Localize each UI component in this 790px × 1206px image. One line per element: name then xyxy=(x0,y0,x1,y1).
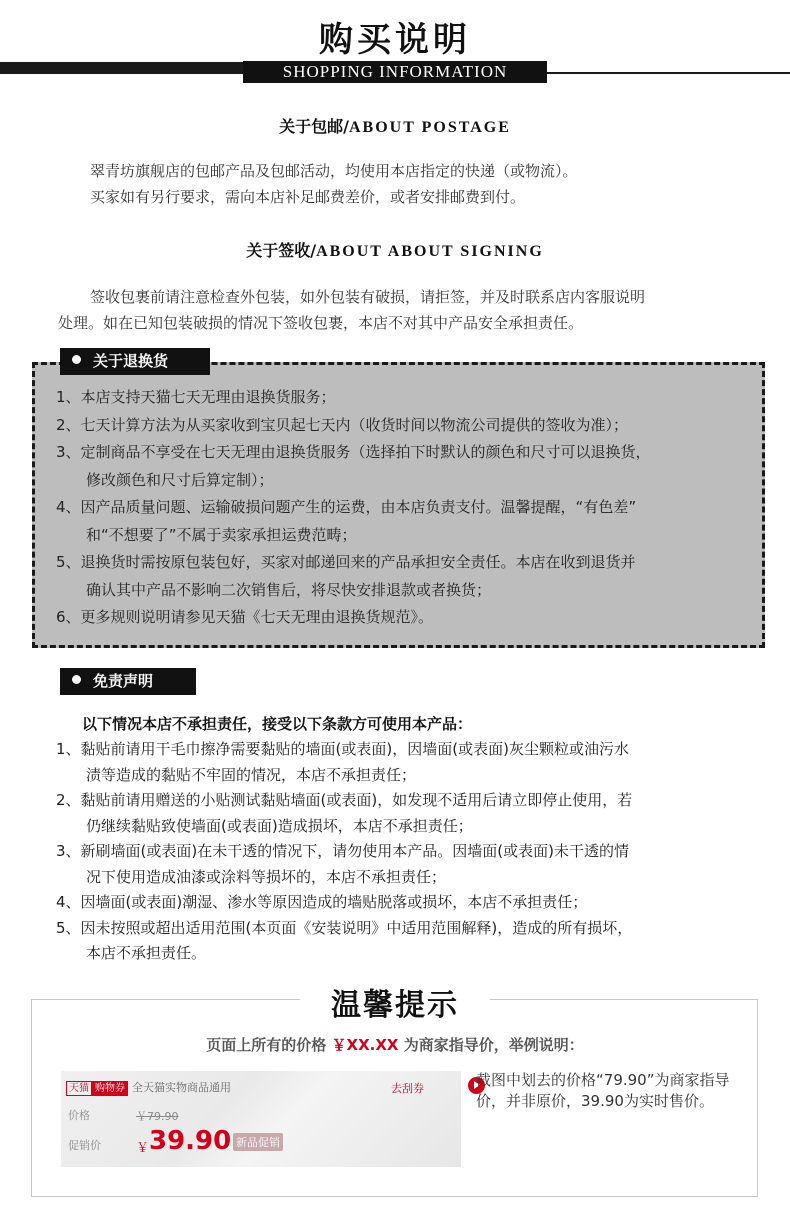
tmall-badge: 天猫 xyxy=(66,1081,92,1096)
postage-text xyxy=(58,158,758,210)
tips-price-line: 页面上所有的价格 ￥XX.XX 为商家指导价，举例说明： xyxy=(206,1036,584,1054)
list-item: 1、黏贴前请用干毛巾擦净需要黏贴的墙面(或表面)，因墙面(或表面)灰尘颗粒或油污水 渍等造成的黏贴不牢固的情况，本店不承担责任； xyxy=(56,740,629,784)
disclaimer-intro: 以下情况本店不承担责任，接受以下条款方可使用本产品： xyxy=(82,715,473,733)
postage-heading-en: ABOUT POSTAGE xyxy=(348,119,511,136)
promo-price-label: 促销价 xyxy=(68,1139,101,1152)
list-item: 6、更多规则说明请参见天猫《七天无理由退换货规范》。 xyxy=(56,608,434,626)
postage-line: 翠青坊旗舰店的包邮产品及包邮活动，均使用本店指定的快递（或物流）。 xyxy=(90,162,578,180)
price-explanation: 截图中划去的价格“79.90”为商家指导价，并非原价，39.90为实时售价。 xyxy=(476,1071,730,1110)
yen-sign: ￥ xyxy=(136,1141,150,1156)
postage-line: 买家如有另行要求，需向本店补足邮费差价，或者安排邮费到付。 xyxy=(90,188,526,206)
old-price: ￥79.90 xyxy=(136,1110,179,1123)
promo-price: 39.90 xyxy=(149,1126,232,1156)
tips-title: 温馨提示 xyxy=(300,980,490,1024)
bullet-icon xyxy=(72,675,81,684)
disclaimer-tag: 免责声明 xyxy=(60,668,196,695)
list-item: 3、新刷墙面(或表面)在未干透的情况下，请勿使用本产品。因墙面(或表面)未干透的情 况下使用造成油漆或涂料等损坏的，本店不承担责任； xyxy=(56,842,629,886)
signing-line: 签收包裹前请注意检查外包装，如外包装有破损，请拒签，并及时联系店内客服说明 xyxy=(90,288,646,306)
list-item: 5、因未按照或超出适用范围(本页面《安装说明》中适用范围解释)，造成的所有损坏， 本店不承担责任。 xyxy=(56,918,633,962)
disclaimer-list xyxy=(56,737,756,967)
signing-text xyxy=(58,284,758,336)
list-item: 1、本店支持天猫七天无理由退换货服务； xyxy=(56,388,336,406)
guide-price: ￥XX.XX xyxy=(331,1036,399,1054)
signing-heading-cn: 关于签收/ xyxy=(246,241,317,260)
returns-tag: 关于退换货 xyxy=(60,348,210,375)
header-bar-left xyxy=(0,62,243,74)
header-subtitle: SHOPPING INFORMATION xyxy=(243,61,547,83)
list-item: 2、黏贴前请用赠送的小贴测试黏贴墙面(或表面)，如发现不适用后请立即停止使用，若 仍继续黏贴致使墙面(或表面)造成损坏，本店不承担责任； xyxy=(56,791,633,835)
signing-line: 处理。如在已知包装破损的情况下签收包裹，本店不对其中产品安全承担责任。 xyxy=(58,314,584,332)
price-example-card xyxy=(61,1071,461,1167)
list-item: 4、因产品质量问题、运输破损问题产生的运费，由本店负责支付。温馨提醒，“有色差” 和“不想要了”不属于卖家承担运费范畴； xyxy=(56,498,637,544)
list-item: 3、定制商品不享受在七天无理由退换货服务（选择拍下时默认的颜色和尺寸可以退换货， 修改颜色和尺寸后算定制）； xyxy=(56,443,651,489)
coupon-scope: 全天猫实物商品通用 xyxy=(132,1081,231,1094)
list-item: 5、退换货时需按原包装包好，买家对邮递回来的产品承担安全责任。本店在收到退货并 确认其中产品不影响二次销售后，将尽快安排退款或者换货； xyxy=(56,553,636,599)
list-item: 2、七天计算方法为从买家收到宝贝起七天内（收货时间以物流公司提供的签收为准）； xyxy=(56,415,629,434)
list-item: 4、因墙面(或表面)潮湿、渗水等原因造成的墙贴脱落或损坏，本店不承担责任； xyxy=(56,893,588,911)
scratch-coupon-link[interactable]: 去刮券 xyxy=(391,1082,424,1095)
signing-heading-en: ABOUT ABOUT SIGNING xyxy=(316,243,544,260)
new-promo-badge: 新品促销 xyxy=(233,1133,283,1151)
shopping-coupon-badge: 购物券 xyxy=(92,1081,128,1096)
postage-heading-cn: 关于包邮/ xyxy=(279,117,349,136)
page-title: 购买说明 xyxy=(319,20,471,60)
returns-list xyxy=(56,384,756,632)
bullet-icon xyxy=(72,355,81,364)
price-label: 价格 xyxy=(68,1109,90,1122)
coupon-row xyxy=(66,1079,231,1096)
postage-heading xyxy=(0,114,790,137)
signing-heading xyxy=(0,238,790,261)
